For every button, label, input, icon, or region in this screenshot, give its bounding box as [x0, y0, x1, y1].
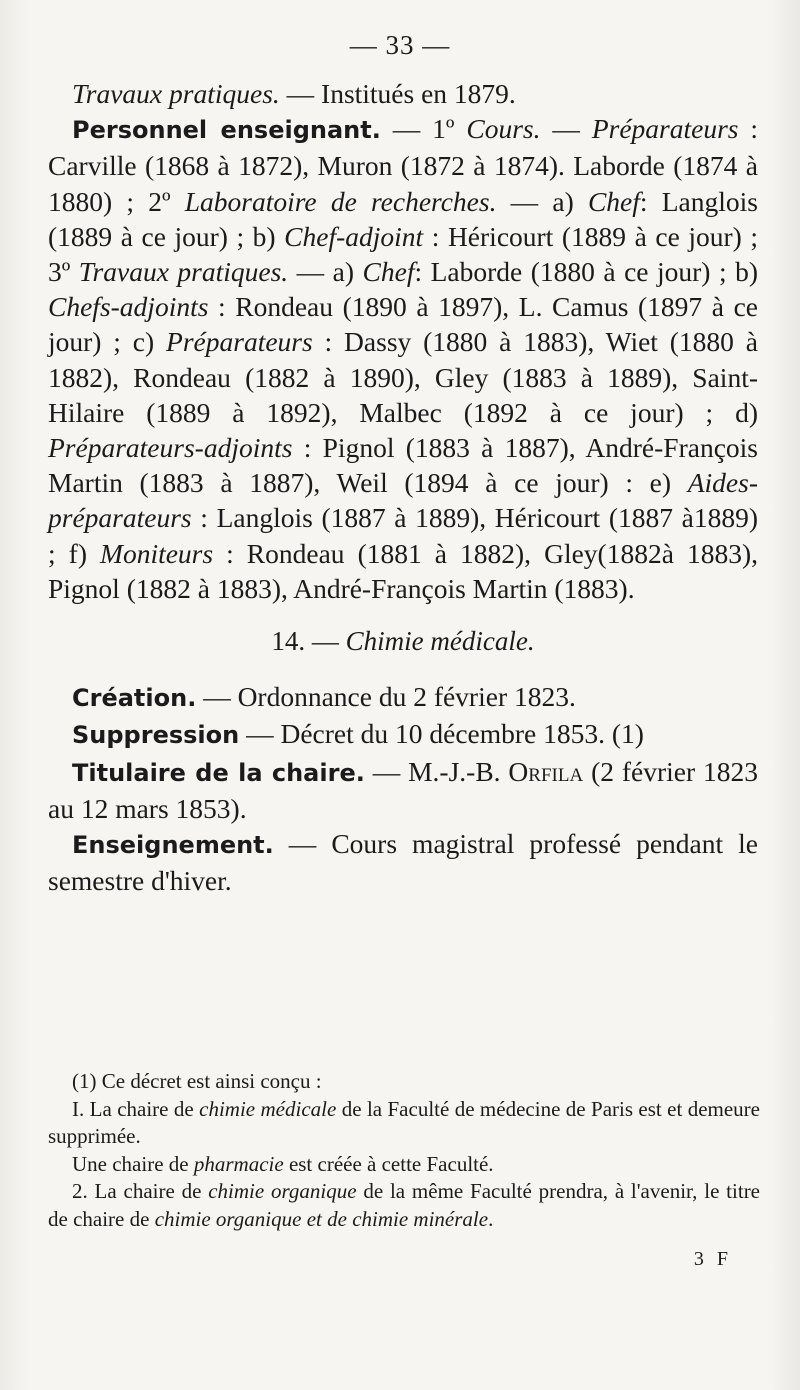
text: est créée à cette Faculté. [283, 1151, 494, 1176]
text: : Rondeau (1881 à 1882), Gley(1882à 1883), Pignol (1882 à 1883), André-François Martin (1883). [48, 537, 758, 604]
section-title [48, 624, 758, 659]
text: — Ordonnance du 2 février 1823. [196, 681, 576, 713]
footnote-3 [48, 1151, 760, 1179]
paragraph-travaux [48, 76, 758, 111]
text: — Institués en 1879. [279, 78, 516, 109]
text: Une chaire de [72, 1151, 194, 1176]
person-name: Orfila [508, 755, 584, 787]
footnote-2 [48, 1096, 760, 1151]
italic-text: chimie médicale [199, 1096, 337, 1121]
text: de la Faculté de médecine de Paris est et demeure supprimée. [48, 1096, 760, 1148]
italic-text: Chef [362, 256, 415, 288]
bold-heading: Suppression [72, 721, 240, 750]
text: : Langlois (1889 à ce jour) ; b) [48, 185, 758, 252]
italic-text: Préparateurs [166, 326, 313, 358]
text: . [488, 1206, 494, 1231]
bold-heading: Enseignement. [72, 831, 274, 860]
italic-text: chimie organique et de chimie minérale [154, 1206, 489, 1231]
text: : Héricourt (1889 à ce jour) ; 3º [48, 220, 758, 288]
text: — [540, 113, 592, 145]
paragraph-enseignement [48, 826, 758, 898]
footnotes [48, 1068, 760, 1233]
signature-mark: 3 F [693, 1248, 732, 1270]
paragraph-creation [48, 679, 758, 716]
italic-text: Chef-adjoint [284, 220, 424, 252]
text: : Rondeau (1890 à 1897), L. Camus (1897 à ce jour) ; c) [48, 291, 758, 358]
text: — [305, 626, 346, 657]
section-title-text: Chimie médicale. [345, 626, 535, 657]
text: I. La chaire de [72, 1096, 200, 1121]
text: : Carville (1868 à 1872), Muron (1872 à 1874). Laborde (1874 à 1880) ; 2º [48, 113, 759, 217]
text: — M.-J.-B. [364, 755, 509, 787]
text: — a) [288, 256, 363, 288]
body-text [48, 76, 758, 898]
paragraph-titulaire [48, 754, 758, 826]
section-number: 14. [271, 626, 306, 657]
italic-text: Moniteurs [100, 537, 214, 569]
paragraph-suppression [48, 716, 758, 753]
text: de la même Faculté prendra, à l'avenir, le titre de chaire de [48, 1179, 761, 1231]
text: : Pignol (1883 à 1887), André-François Martin (1883 à 1887), Weil (1894 à ce jour) : e) [48, 432, 758, 499]
text: — 1º [380, 113, 467, 145]
bold-heading: Titulaire de la chaire. [72, 758, 365, 787]
bold-heading: Personnel enseignant. [72, 116, 381, 145]
text: — Cours magistral professé pendant le semestre d'hiver. [48, 828, 758, 897]
italic-text: Chef [587, 185, 640, 217]
italic-text: Chefs-adjoints [48, 291, 209, 323]
italic-text: Préparateurs-adjoints [48, 432, 293, 464]
text: : Dassy (1880 à 1883), Wiet (1880 à 1882), Rondeau (1882 à 1890), Gley (1883 à 1889), Saint-Hilaire (1889 à 1892), Malbec (1892 à ce jour) ; d) [48, 326, 758, 428]
italic-text: Laboratoire de recherches. [184, 185, 497, 217]
text: : Laborde (1880 à ce jour) ; b) [414, 256, 759, 288]
text: : Langlois (1887 à 1889), Héricourt (1887 à1889) ; f) [48, 502, 758, 569]
paragraph-personnel [48, 111, 758, 606]
footnote-1: (1) Ce décret est ainsi conçu : [72, 1069, 322, 1093]
italic-text: Aides-préparateurs [48, 467, 758, 534]
footnote-4 [48, 1178, 760, 1233]
text: — a) [496, 185, 588, 217]
italic-text: Cours. [466, 113, 541, 145]
italic-text: Travaux pratiques. [72, 78, 280, 109]
page-number: — 33 — [349, 30, 451, 60]
italic-text: chimie organique [208, 1179, 357, 1203]
bold-heading: Création. [72, 684, 197, 713]
text: (2 février 1823 au 12 mars 1853). [48, 755, 759, 824]
italic-text: Préparateurs [591, 113, 739, 145]
text: — Décret du 10 décembre 1853. (1) [239, 718, 644, 750]
italic-text: Travaux pratiques. [78, 256, 289, 288]
text: 2. La chaire de [72, 1179, 209, 1203]
italic-text: pharmacie [193, 1151, 284, 1176]
